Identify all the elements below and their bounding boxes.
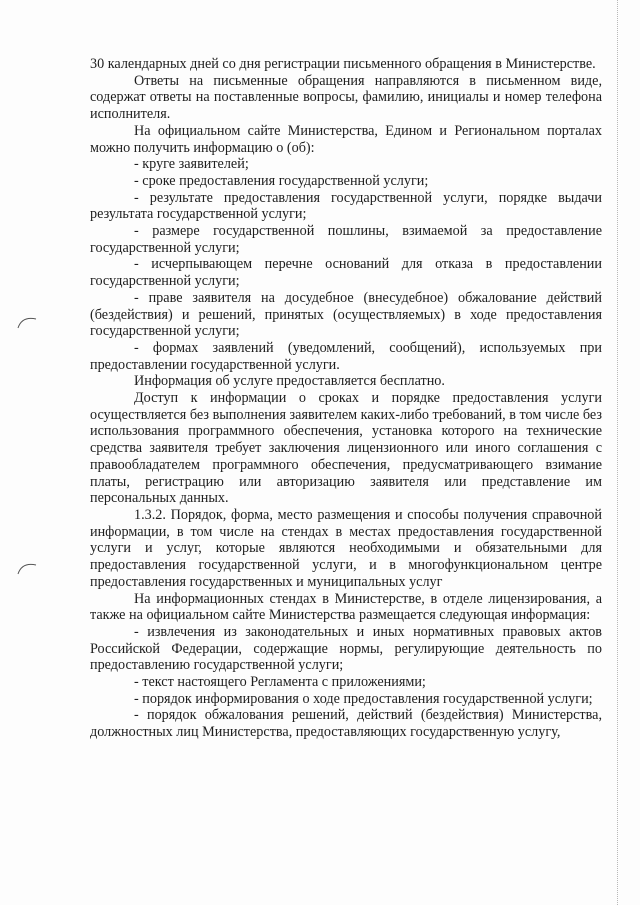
paragraph: Доступ к информации о сроках и порядке предоставления услуги осуществляется без выполнения заявителем каких-либо требований, в том числе без использования программного обеспечения, установка которого на технические средства заявителя требует заключения лицензионного или иного соглашения с правообладателем программного обеспечения, предусматривающего взимание платы, регистрацию или авторизацию заявителя или представление им персональных данных. <box>90 390 602 507</box>
paragraph: Ответы на письменные обращения направляются в письменном виде, содержат ответы на поставленные вопросы, фамилию, инициалы и номер телефона исполнителя. <box>90 72 602 123</box>
list-item: - круге заявителей; <box>134 156 249 173</box>
paragraph: На информационных стендах в Министерстве, в отделе лицензирования, а также на официальном сайте Министерства размещается следующая информация: <box>90 590 602 624</box>
paragraph: На официальном сайте Министерства, Едином и Региональном порталах можно получить информацию о (об): <box>90 122 602 156</box>
list-item: - размере государственной пошлины, взимаемой за предоставление государственной услуги; <box>90 223 602 256</box>
punch-hole-mark <box>16 314 38 330</box>
list-item: - формах заявлений (уведомлений, сообщений), используемых при предоставлении государственной услуги. <box>90 339 602 373</box>
punch-hole-mark <box>16 560 38 576</box>
paragraph: 30 календарных дней со дня регистрации письменного обращения в Министерстве. <box>90 56 596 72</box>
list-item: - текст настоящего Регламента с приложениями; <box>134 674 426 691</box>
section-heading: 1.3.2. Порядок, форма, место размещения и способы получения справочной информации, в том числе на стендах в местах предоставления государственной услуги и услуг, которые являются необходимыми и обязательными для предоставления государственной услуги, и в многофункциональном центре предоставления государственных и муниципальных услуг <box>90 506 602 590</box>
scan-edge-line <box>616 0 618 905</box>
list-item: - извлечения из законодательных и иных нормативных правовых актов Российской Федерации, содержащие нормы, регулирующие деятельность по предоставлению государственной услуги; <box>90 623 602 674</box>
list-item: - праве заявителя на досудебное (внесудебное) обжалование действий (бездействия) и решений, принятых (осуществляемых) в ходе предоставления государственной услуги; <box>90 289 602 340</box>
paragraph: Информация об услуге предоставляется бесплатно. <box>134 373 445 390</box>
document-body <box>90 56 602 741</box>
list-item: - сроке предоставления государственной услуги; <box>134 172 429 189</box>
list-item: - порядок обжалования решений, действий (бездействия) Министерства, должностных лиц Министерства, предоставляющих государственную услугу, <box>90 707 602 741</box>
list-item: - исчерпывающем перечне оснований для отказа в предоставлении государственной услуги; <box>90 256 602 290</box>
list-item: - порядок информирования о ходе предоставления государственной услуги; <box>134 690 593 707</box>
list-item: - результате предоставления государственной услуги, порядке выдачи результата государственной услуги; <box>90 189 602 223</box>
